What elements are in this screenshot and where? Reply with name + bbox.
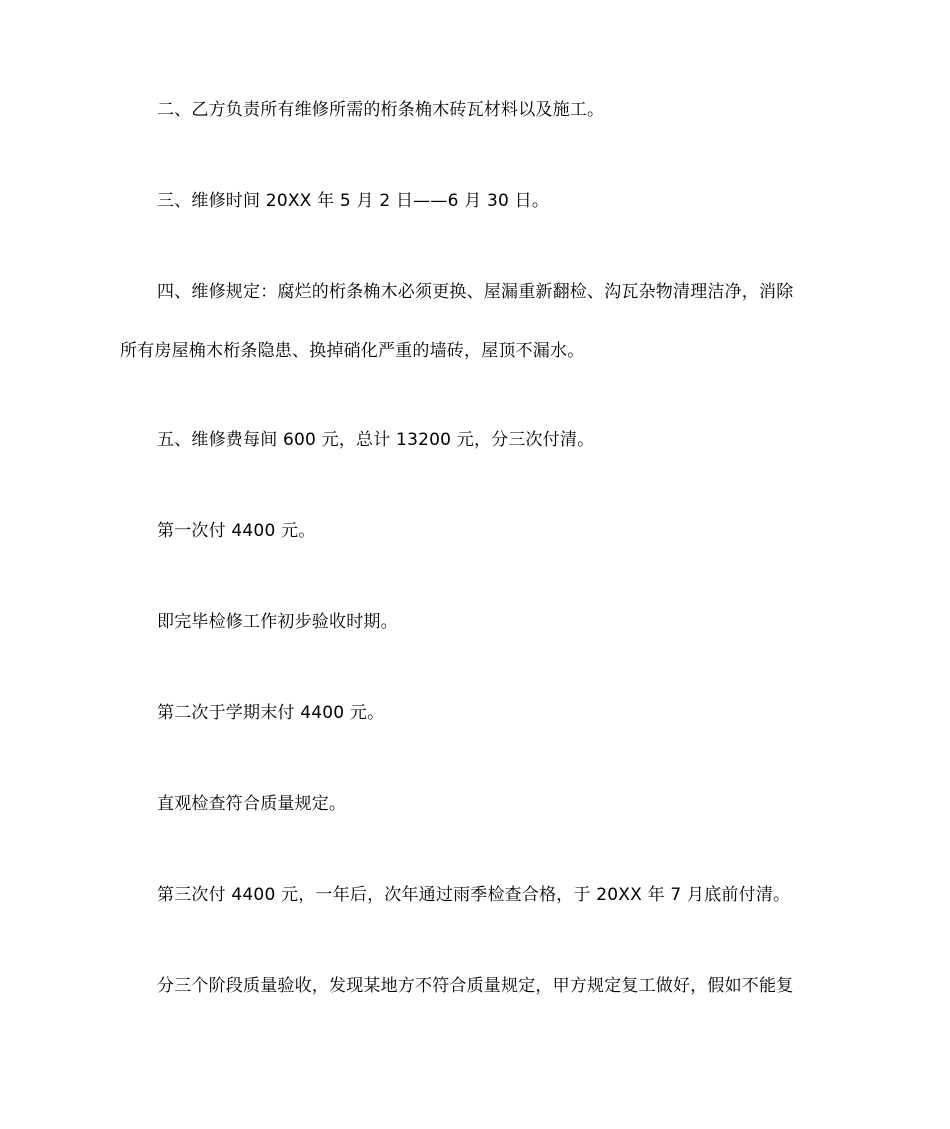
clause-three: 三、维修时间 20XX 年 5 月 2 日——6 月 30 日。 <box>157 191 550 211</box>
clause-four-line2: 所有房屋桷木桁条隐患、换掉硝化严重的墙砖，屋顶不漏水。 <box>120 341 585 361</box>
quality-acceptance: 分三个阶段质量验收，发现某地方不符合质量规定，甲方规定复工做好，假如不能复 <box>157 976 794 996</box>
payment-first: 第一次付 4400 元。 <box>157 521 316 541</box>
clause-five: 五、维修费每间 600 元，总计 13200 元，分三次付清。 <box>157 430 595 450</box>
payment-third: 第三次付 4400 元，一年后，次年通过雨季检查合格，于 20XX 年 7 月底前付清。 <box>157 885 791 905</box>
clause-two: 二、乙方负责所有维修所需的桁条桷木砖瓦材料以及施工。 <box>157 100 605 120</box>
clause-four-line1: 四、维修规定：腐烂的桁条桷木必须更换、屋漏重新翻检、沟瓦杂物清理洁净，消除 <box>157 282 794 302</box>
payment-second-note: 直观检查符合质量规定。 <box>157 794 347 814</box>
payment-first-note: 即完毕检修工作初步验收时期。 <box>157 612 398 632</box>
payment-second: 第二次于学期末付 4400 元。 <box>157 703 385 723</box>
